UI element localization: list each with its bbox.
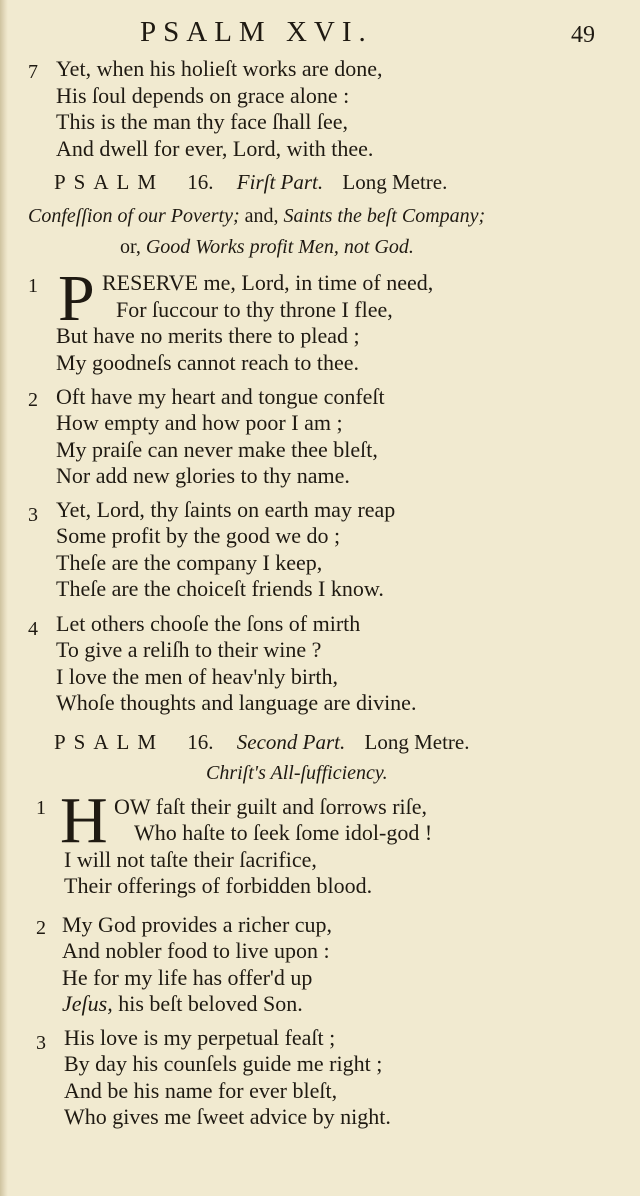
page-number: 49 (571, 22, 595, 48)
verse-line: And be his name for ever bleſt, (64, 1078, 338, 1103)
verse-line: My praiſe can never make thee bleſt, (56, 437, 378, 462)
verse-line: RESERVE me, Lord, in time of need, (102, 270, 434, 295)
verse-line: Theſe are the company I keep, (56, 550, 323, 575)
subtitle-part1-line1: Confeſſion of our Poverty; and, Saints the beſt Company; (28, 205, 486, 227)
verse-number: 2 (28, 389, 38, 411)
psalm-heading-part1: PSALM 16. Firſt Part. Long Metre. (54, 170, 448, 194)
verse-number: 2 (36, 917, 46, 939)
drop-cap: P (58, 262, 95, 335)
verse-line: My goodneſs cannot reach to thee. (56, 350, 360, 375)
verse-line: OW faſt their guilt and ſorrows riſe, (114, 794, 428, 819)
verse-number: 7 (28, 61, 38, 83)
verse-line: I will not taſte their ſacrifice, (64, 847, 317, 872)
verse-line: I love the men of heav'nly birth, (56, 664, 338, 689)
verse-line: To give a reliſh to their wine ? (56, 637, 322, 662)
verse-line: His ſoul depends on grace alone : (56, 83, 350, 108)
verse-line: His love is my perpetual feaſt ; (64, 1025, 336, 1050)
verse-line: He for my life has offer'd up (62, 965, 313, 990)
verse-line: By day his counſels guide me right ; (64, 1051, 383, 1076)
verse-line: How empty and how poor I am ; (56, 410, 343, 435)
verse-number: 4 (28, 618, 38, 640)
verse-line: For ſuccour to thy throne I flee, (116, 297, 393, 322)
verse-line: Who haſte to ſeek ſome idol-god ! (134, 820, 433, 845)
verse-number: 1 (36, 797, 46, 819)
verse-line: Yet, Lord, thy ſaints on earth may reap (56, 497, 396, 522)
verse-line: Who gives me ſweet advice by night. (64, 1104, 391, 1129)
verse-line: And nobler food to live upon : (62, 938, 330, 963)
verse-line: Jeſus, his beſt beloved Son. (62, 991, 303, 1016)
verse-line: Yet, when his holieſt works are done, (56, 56, 383, 81)
verse-line: Whoſe thoughts and language are divine. (56, 690, 417, 715)
verse-line: Nor add new glories to thy name. (56, 463, 350, 488)
verse-line: Let others chooſe the ſons of mirth (56, 611, 361, 636)
subtitle-part1-line2: or, Good Works profit Men, not God. (120, 236, 414, 258)
verse-line: Theſe are the choiceſt friends I know. (56, 576, 384, 601)
verse-number: 3 (28, 504, 38, 526)
subtitle-part2: Chriſt's All-ſufficiency. (206, 762, 388, 784)
verse-line: My God provides a richer cup, (62, 912, 333, 937)
verse-number: 1 (28, 275, 38, 297)
drop-cap: H (60, 784, 108, 857)
verse-line: Some profit by the good we do ; (56, 523, 341, 548)
verse-line: Oft have my heart and tongue confeſt (56, 384, 385, 409)
page-header (0, 16, 640, 52)
page-spine-shadow (0, 0, 8, 1196)
verse-line: Their offerings of forbidden blood. (64, 873, 373, 898)
verse-line: This is the man thy face ſhall ſee, (56, 109, 349, 134)
verse-number: 3 (36, 1032, 46, 1054)
running-head: PSALM XVI. (140, 16, 373, 48)
verse-line: But have no merits there to plead ; (56, 323, 360, 348)
psalm-heading-part2: PSALM 16. Second Part. Long Metre. (54, 730, 470, 754)
verse-line: And dwell for ever, Lord, with thee. (56, 136, 374, 161)
